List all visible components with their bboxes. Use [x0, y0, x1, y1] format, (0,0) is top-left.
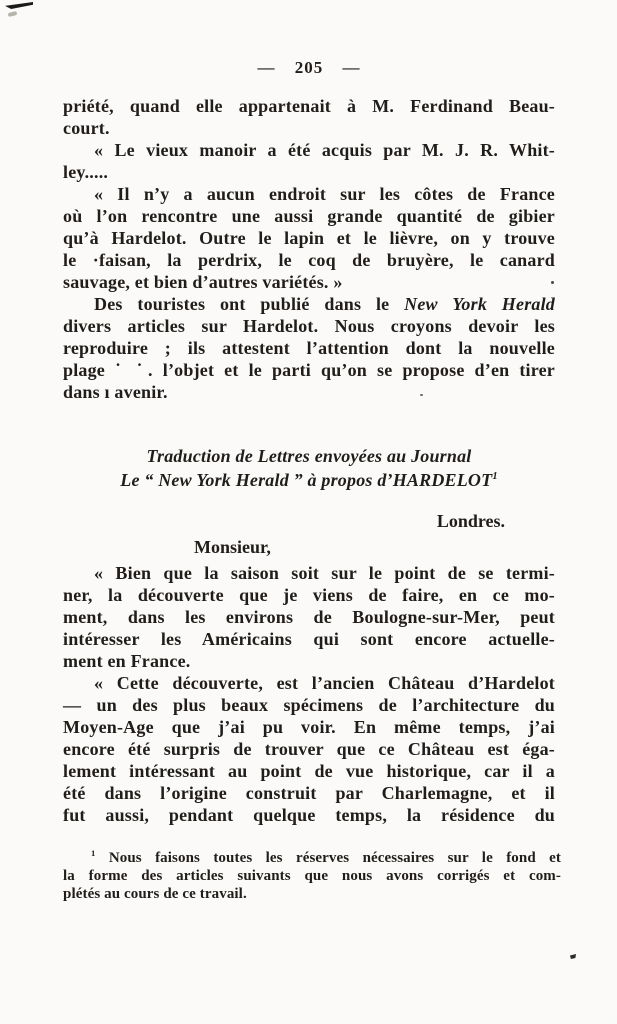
- letter-body: [63, 562, 555, 826]
- text-line: [63, 867, 561, 885]
- text-line: [63, 716, 555, 738]
- text-line: [63, 249, 555, 271]
- text-segment: qu’à Hardelot. Outre le lapin et le lièvre, on y trouve: [63, 228, 555, 248]
- letter-salutation: Monsieur,: [194, 537, 271, 557]
- text-line: [63, 584, 555, 606]
- scan-artifact-corner-faint: [8, 11, 18, 17]
- text-line: [63, 738, 555, 760]
- text-line: [63, 694, 555, 716]
- page-number-header: — 205 —: [257, 58, 361, 77]
- text-segment: « Il n’y a aucun endroit sur les côtes de France: [94, 184, 555, 204]
- text-line: [63, 161, 555, 183]
- text-segment: ment, dans les environs de Boulogne-sur-Mer, peut: [63, 607, 555, 627]
- text-segment: la forme des articles suivants que nous avons corrigés et com-: [63, 868, 561, 884]
- text-segment: divers articles sur Hardelot. Nous croyons devoir les: [63, 316, 555, 336]
- text-line: [63, 562, 555, 584]
- text-segment: reproduire ; ils attestent l’attention dont la nouvelle: [63, 338, 555, 358]
- text-line: [63, 183, 555, 205]
- text-line: [63, 444, 555, 468]
- text-segment: dans ı avenir.: [63, 382, 168, 402]
- text-line: [63, 849, 561, 867]
- text-segment: été dans l’origine construit par Charlemagne, et il: [63, 783, 555, 803]
- text-segment: fut aussi, pendant quelque temps, la résidence du: [63, 805, 555, 825]
- text-segment: — un des plus beaux spécimens de l’architecture du: [63, 695, 555, 715]
- text-segment: court.: [63, 118, 110, 138]
- text-line: [63, 885, 561, 903]
- text-line: [63, 139, 555, 161]
- text-segment: lement intéressant au point de vue historique, car il a: [63, 761, 555, 781]
- text-segment: sauvage, et bien d’autres variétés. »: [63, 272, 343, 292]
- text-line: [63, 359, 555, 381]
- text-line: [63, 117, 555, 139]
- text-segment: Nous faisons toutes les réserves nécessaires sur le fond et: [95, 850, 561, 866]
- text-line: [63, 672, 555, 694]
- footnote: [63, 849, 561, 903]
- text-line: [63, 381, 555, 403]
- text-segment: ley.....: [63, 162, 109, 182]
- text-line: [63, 782, 555, 804]
- footnote-ref: 1: [492, 471, 498, 482]
- text-line: [63, 628, 555, 650]
- text-segment: où l’on rencontre une aussi grande quantité de gibier: [63, 206, 555, 226]
- section-heading: [63, 444, 555, 492]
- text-line: [63, 271, 555, 293]
- text-line: [63, 315, 555, 337]
- footnote-ref: 1: [91, 848, 96, 858]
- text-segment: le ·faisan, la perdrix, le coq de bruyère, le canard: [63, 250, 555, 270]
- text-line: [63, 804, 555, 826]
- text-segment: plétés au cours de ce travail.: [63, 886, 247, 902]
- text-segment: Des touristes ont publié dans le: [94, 294, 405, 314]
- text-segment: « Bien que la saison soit sur le point de se termi-: [94, 563, 555, 583]
- text-line: [63, 650, 555, 672]
- text-segment: « Le vieux manoir a été acquis par M. J. R. Whit-: [94, 140, 555, 160]
- text-segment: plage ˙ ˙. l’objet et le parti qu’on se propose d’en tirer: [63, 360, 555, 380]
- text-line: [63, 760, 555, 782]
- letter-place: Londres.: [436, 511, 505, 531]
- text-segment: priété, quand elle appartenait à M. Ferdinand Beau-: [63, 96, 555, 116]
- text-line: [63, 95, 555, 117]
- text-line: [63, 606, 555, 628]
- text-segment: « Cette découverte, est l’ancien Château d’Hardelot: [94, 673, 555, 693]
- text-segment: Le “ New York Herald ” à propos d’HARDELOT: [120, 470, 493, 490]
- text-line: [63, 227, 555, 249]
- text-line: [63, 293, 555, 315]
- text-segment: Moyen-Age que j’ai pu voir. En même temps, j’ai: [63, 717, 555, 737]
- text-segment: New York Herald: [404, 294, 555, 314]
- body-paragraphs: [63, 95, 555, 403]
- text-segment: Traduction de Lettres envoyées au Journal: [146, 446, 472, 466]
- text-segment: intéresser les Américains qui sont encore actuelle-: [63, 629, 555, 649]
- text-line: [63, 205, 555, 227]
- text-segment: ner, la découverte que je viens de faire, en ce mo-: [63, 585, 555, 605]
- scan-artifact-corner: [5, 2, 33, 9]
- text-line: [63, 468, 555, 492]
- text-segment: ment en France.: [63, 651, 191, 671]
- text-line: [63, 337, 555, 359]
- scan-artifact-speck: [570, 954, 576, 959]
- text-segment: encore été surpris de trouver que ce Château est éga-: [63, 739, 555, 759]
